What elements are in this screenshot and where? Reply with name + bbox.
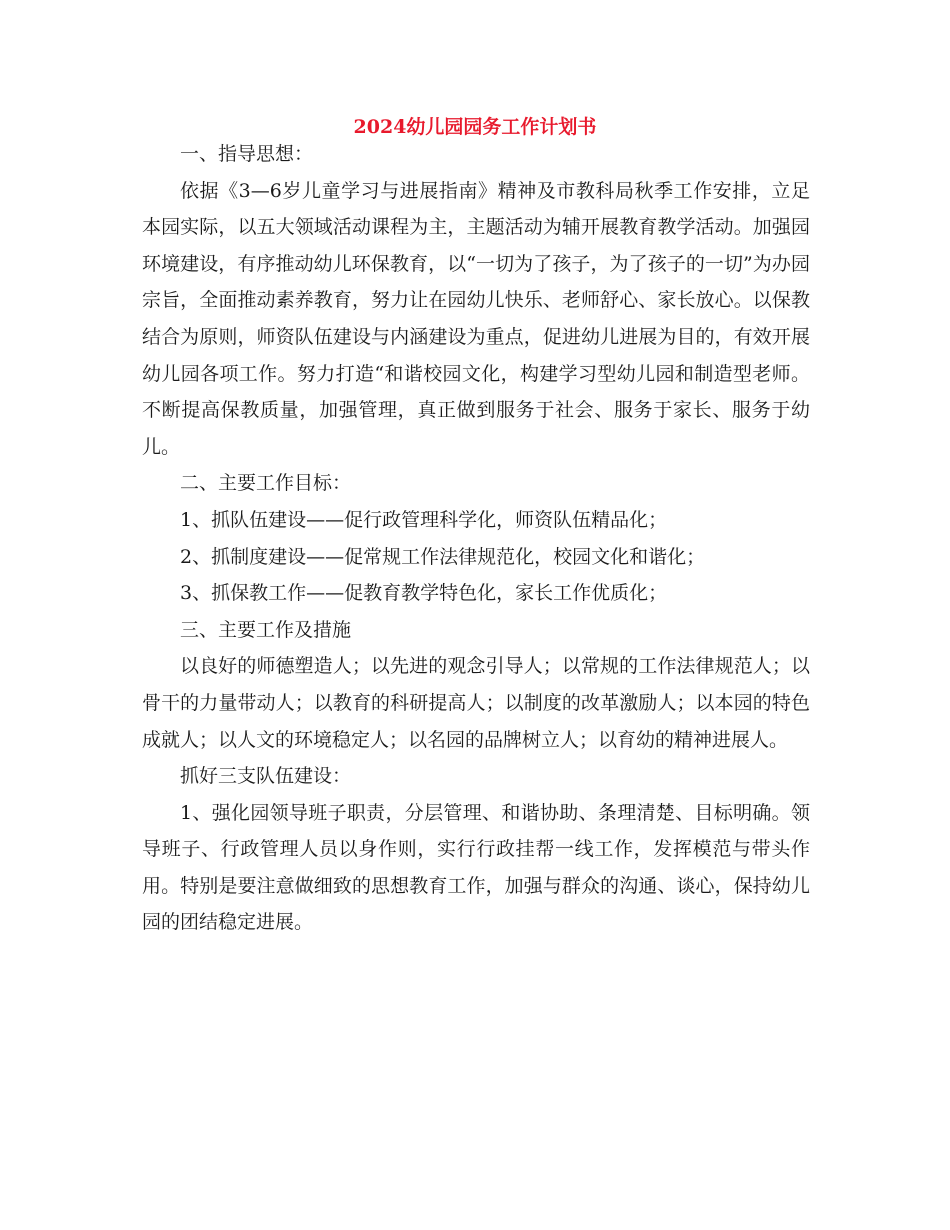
- section-heading-work-measures: 三、主要工作及措施: [180, 618, 352, 641]
- goal-item-2: 2、抓制度建设——促常规工作法律规范化，校园文化和谐化；: [180, 545, 706, 568]
- document-title: 2024幼儿园园务工作计划书: [353, 116, 597, 138]
- paragraph-work-measures: 以良好的师德塑造人；以先进的观念引导人；以常规的工作法律规范人；以骨干的力量带动人；以教育的科研提高人；以制度的改革激励人；以本园的特色成就人；以人文的环境稳定人；以名园的品牌树立人；以育幼的精神进展人。: [142, 655, 810, 751]
- document-body: [142, 136, 810, 941]
- section-heading-guiding-ideology: 一、指导思想：: [180, 143, 314, 165]
- goal-item-3: 3、抓保教工作——促教育教学特色化，家长工作优质化；: [180, 582, 668, 605]
- section-heading-main-goals: 二、主要工作目标：: [180, 472, 352, 495]
- goal-item-1: 1、抓队伍建设——促行政管理科学化，师资队伍精品化；: [180, 508, 668, 531]
- paragraph-guiding-ideology: 依据《3—6岁儿童学习与进展指南》精神及市教科局秋季工作安排，立足本园实际，以五大领域活动课程为主，主题活动为辅开展教育教学活动。加强园环境建设，有序推动幼儿环保教育，以“一切为了孩子，为了孩子的一切”为办园宗旨，全面推动素养教育，努力让在园幼儿快乐、老师舒心、家长放心。以保教结合为原则，师资队伍建设与内涵建设为重点，促进幼儿进展为目的，有效开展幼儿园各项工作。努力打造“和谐校园文化，构建学习型幼儿园和制造型老师。不断提高保教质量，加强管理，真正做到服务于社会、服务于家长、服务于幼儿。: [142, 179, 810, 458]
- paragraph-leadership-team: 1、强化园领导班子职责，分层管理、和谐协助、条理清楚、目标明确。领导班子、行政管理人员以身作则，实行行政挂帮一线工作，发挥模范与带头作用。特别是要注意做细致的思想教育工作，加强与群众的沟通、谈心，保持幼儿园的团结稳定进展。: [142, 801, 810, 934]
- subheading-three-teams: 抓好三支队伍建设：: [180, 765, 352, 788]
